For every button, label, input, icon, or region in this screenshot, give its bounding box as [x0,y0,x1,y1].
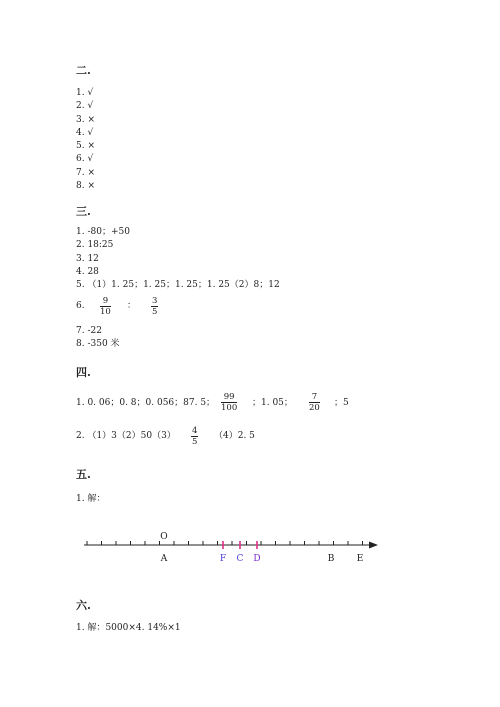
answer-item-2-text: 2. （1）3（2）50（3） [76,431,176,441]
fraction-denominator: 100 [221,403,238,413]
fraction-numerator: 99 [221,392,237,403]
fraction-three-fifths [151,296,158,317]
answer-item: 1. -80；+50 [76,227,130,237]
answer-item: 7. -22 [76,326,102,336]
ratio-separator: ： [127,301,137,311]
section-5-heading: 五. [76,468,91,481]
answer-item-1-middle: ；1. 05； [252,398,293,408]
fraction-numerator: 4 [192,426,198,436]
answer-item: 8. × [76,181,95,192]
label-d: D [253,554,261,564]
section-6-heading: 六. [76,599,91,612]
fraction-denominator: 20 [309,403,320,413]
answer-item: 1. √ [76,88,94,98]
answer-item-2-end: （4）2. 5 [214,431,255,441]
label-f: F [219,554,227,564]
fraction-denominator: 5 [192,437,198,447]
section-3-answer-list [76,226,280,292]
section-2-heading: 二. [76,64,91,77]
answer-item: 2. √ [76,101,94,112]
answer-item-1-text: 1. 0. 06；0. 8；0. 056；87. 5； [76,398,216,408]
answer-item: 1. 解： [76,494,106,504]
answer-item: 3. 12 [76,253,99,264]
label-o: O [160,532,168,542]
fraction-numerator: 3 [152,296,158,306]
number-line-arrow-icon [369,542,378,549]
answer-item: 7. × [76,167,95,178]
fraction-numerator: 9 [100,296,111,307]
label-c: C [236,554,244,564]
answer-item-1-end: ；5 [334,398,349,408]
fraction-denominator: 5 [152,307,158,317]
answer-item: 2. 18:25 [76,240,114,251]
section-3-heading: 三. [76,205,91,218]
fraction-7-20 [309,392,320,413]
answer-item: 1. 解：5000×4. 14%×1 [76,623,181,633]
answer-item: 5. （1）1. 25；1. 25；1. 25；1. 25（2）8；12 [76,280,280,291]
fraction-four-fifths [191,426,198,447]
section-2-answer-list [76,87,95,193]
answer-item: 4. 28 [76,266,99,277]
answer-item: 4. √ [76,127,94,138]
fraction-denominator: 10 [100,307,111,317]
fraction-numerator: 7 [309,392,320,403]
answer-item: 5. × [76,141,95,152]
fraction-99-100 [221,392,237,413]
answer-item: 8. -350 米 [76,339,120,349]
answer-item: 3. × [76,114,95,125]
label-a: A [160,554,168,564]
fraction-nine-tenths [100,296,111,317]
number-line-ticks [87,541,363,545]
label-e: E [356,554,364,564]
answer-item: 6. √ [76,154,94,165]
section-4-heading: 四. [76,366,91,379]
label-b: B [327,554,335,564]
answer-item-6-prefix: 6. [76,301,85,311]
number-line-diagram [80,526,385,566]
